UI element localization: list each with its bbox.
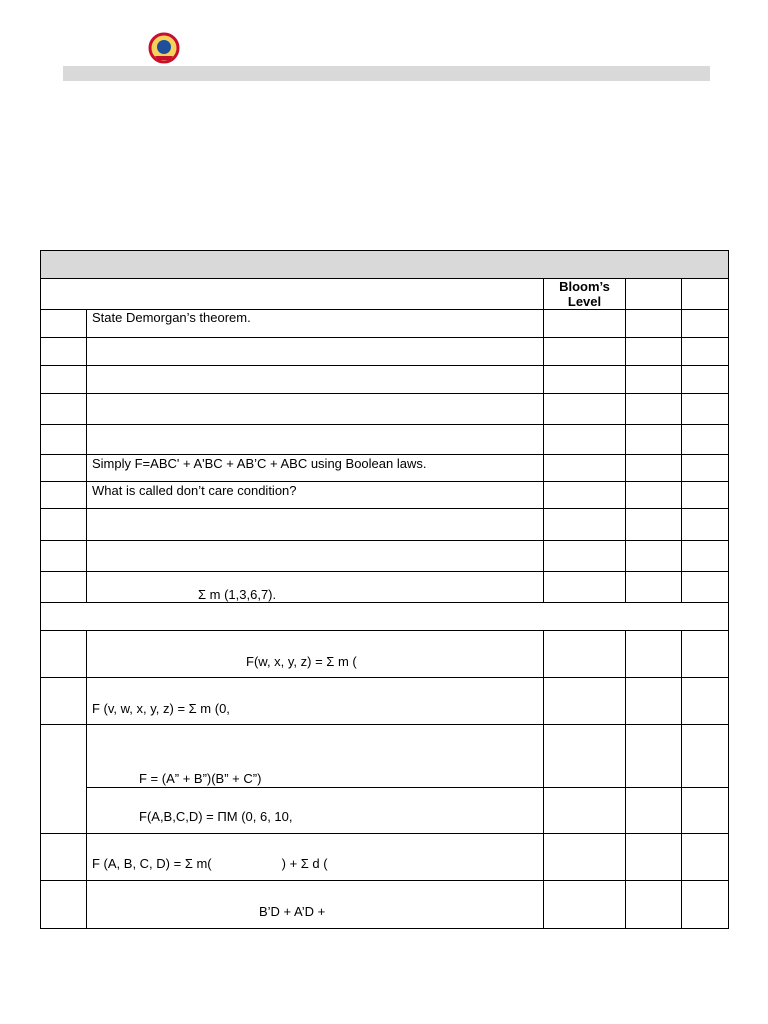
question-text xyxy=(87,509,544,541)
question-text: ) + Σ d ( xyxy=(281,856,328,871)
question-text: F(w, x, y, z) = Σ m ( xyxy=(246,654,357,669)
table-row xyxy=(41,834,729,881)
table-row xyxy=(41,572,729,603)
question-text: F = (A” + B”)(B” + C”) xyxy=(139,771,262,786)
header-question-cell xyxy=(41,279,544,310)
table-row xyxy=(41,366,729,394)
question-table xyxy=(40,250,729,929)
header-bar xyxy=(63,66,710,81)
table-row xyxy=(41,338,729,366)
table-header-row xyxy=(41,279,729,310)
table-row xyxy=(41,509,729,541)
header-marks-cell xyxy=(626,279,682,310)
table-banner xyxy=(41,251,729,279)
question-text: B’D + A’D + xyxy=(259,904,326,919)
table-row xyxy=(41,310,729,338)
question-text: F (v, w, x, y, z) = Σ m (0, xyxy=(87,678,544,725)
table-row xyxy=(41,725,729,788)
table-row xyxy=(41,631,729,678)
question-text: Simply F=ABC' + A'BC + AB’C + ABC using Boolean laws. xyxy=(87,455,544,482)
table-row xyxy=(41,881,729,929)
table-row xyxy=(41,788,729,834)
table-row xyxy=(41,541,729,572)
section-row xyxy=(41,603,729,631)
section-header xyxy=(41,603,729,631)
table-row xyxy=(41,425,729,455)
table-banner-row xyxy=(41,251,729,279)
question-text xyxy=(87,338,544,366)
table-row xyxy=(41,394,729,425)
question-text xyxy=(87,425,544,455)
question-text xyxy=(87,541,544,572)
college-emblem-icon xyxy=(148,32,180,64)
question-text: F (A, B, C, D) = Σ m( xyxy=(92,856,212,871)
question-text: What is called don’t care condition? xyxy=(87,482,544,509)
header-co-cell xyxy=(682,279,729,310)
question-text xyxy=(87,366,544,394)
table-row xyxy=(41,455,729,482)
question-text: State Demorgan’s theorem. xyxy=(87,310,544,338)
table-row xyxy=(41,678,729,725)
question-text xyxy=(87,394,544,425)
blooms-level-header: Bloom’s Level xyxy=(544,279,626,310)
question-text: F(A,B,C,D) = ΠM (0, 6, 10, xyxy=(139,809,293,824)
table-row xyxy=(41,482,729,509)
question-text: Σ m (1,3,6,7). xyxy=(198,587,277,602)
